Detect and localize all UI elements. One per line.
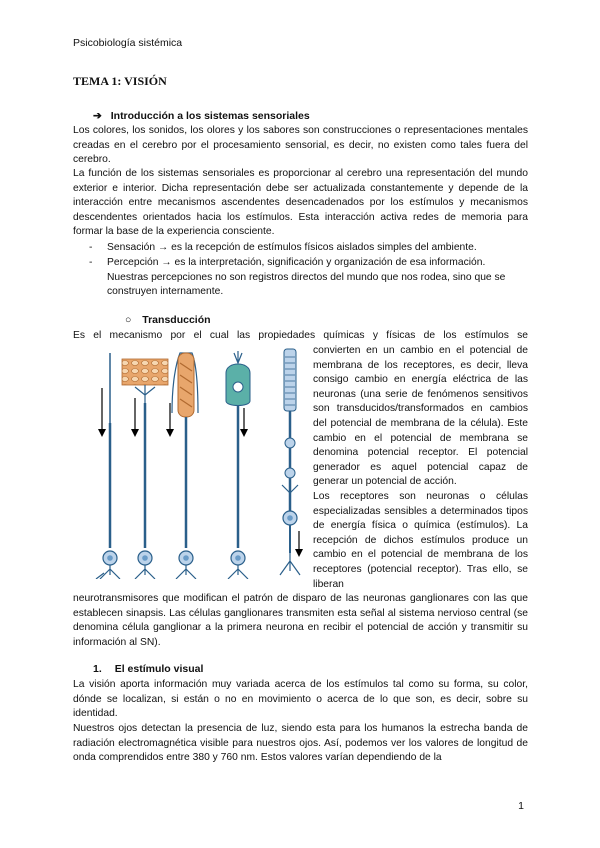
bullet-percepcion: Percepción → es la interpretación, significación y organización de esa información. Nuestras percepciones no son registros directos del mundo que nos rodea, sino que se construyen internamente. xyxy=(107,257,506,298)
section-heading-transduccion-text: Transducción xyxy=(142,314,211,326)
intro-paragraph-1: Los colores, los sonidos, los olores y los sabores son construcciones o representaciones mentales creadas en el cerebro por el procesamiento sensorial, es decir, no existen como tales fuera del cerebro. xyxy=(73,125,528,166)
running-header: Psicobiología sistémica xyxy=(73,37,183,49)
circle-bullet-icon: ○ xyxy=(125,314,132,326)
estimulo-paragraph-2: Nuestros ojos detectan la presencia de luz, siendo esta para los humanos la estrecha banda de radiación electromagnética visible para nuestros ojos. Así, podemos ver los valores de longitud de onda comprendidos entre 380 y 760 nm. Estos valores varían dependiendo de la xyxy=(73,723,528,764)
section-heading-intro xyxy=(93,110,310,122)
transduccion-intro: Es el mecanismo por el cual las propiedades químicas y físicas de los estímulos se xyxy=(73,330,528,341)
section-heading-estimulo-visual xyxy=(93,663,203,675)
estimulo-paragraph-1: La visión aporta información muy variada acerca de los estímulos tal como su forma, su color, dónde se localizan, si están o no en movimiento o acerca de lo que son, es decir, sobre su identidad. xyxy=(73,679,528,720)
page-number: 1 xyxy=(518,800,524,812)
receptor-column-4 xyxy=(226,351,250,579)
document-title: TEMA 1: VISIÓN xyxy=(73,74,167,88)
transduccion-right-paragraph-2: Los receptores son neuronas o células especializadas sensibles a determinados tipos de energía física o química (estímulos). La recepción de dichos estímulos produce un cambio en el potencial de membrana de los receptores (potencial receptor). Tras ello, se liberan xyxy=(313,491,528,590)
receptor-column-2 xyxy=(122,359,168,579)
section-number: 1. xyxy=(93,663,102,675)
section-heading-transduccion xyxy=(125,314,211,326)
intro-paragraph-2: La función de los sistemas sensoriales es proporcionar al cerebro una representación del mundo exterior e interior. Dicha representación debe ser actualizada constantemente y depende de la interacción entre mecanismos ascendentes desencadenados por los estímulos y mecanismos descendentes orientados hacia los estímulos. Esta interacción activa redes de memoria para formar la base de la experiencia consciente. xyxy=(73,168,528,238)
bullet-dash: - xyxy=(89,257,93,268)
section-heading-estimulo-visual-text: El estímulo visual xyxy=(114,663,204,675)
receptor-column-1 xyxy=(96,353,120,579)
receptor-column-3 xyxy=(166,353,198,579)
bullet-dash: - xyxy=(89,242,93,253)
sensory-receptor-neurons-illustration xyxy=(80,343,310,579)
bullet-sensacion: Sensación → es la recepción de estímulos físicos aislados simples del ambiente. xyxy=(107,242,477,253)
transduccion-right-paragraph-1: convierten en un cambio en el potencial de membrana de los receptores, es decir, lleva consigo cambio en energía eléctrica de las neuronas (una serie de fenómenos sensitivos son transducidos/transformados en cambios del potencial de membrana de la célula). Este cambio en el potencial de membrana se denomina potencial receptor. El potencial generador es aquel potencial capaz de generar un potencial de acción. xyxy=(313,345,528,488)
transduccion-continuation: neurotransmisores que modifican el patrón de disparo de las neuronas ganglionares con las que establecen sinapsis. Las células ganglionares transmiten esta señal al sistema nervioso central (se denomina célula ganglionar a la primera neurona en recibir el potencial de acción y transmitir su información al SN). xyxy=(73,593,528,648)
receptor-column-5 xyxy=(280,349,303,575)
section-heading-intro-text: Introducción a los sistemas sensoriales xyxy=(110,110,310,122)
arrow-bullet-icon: ➔ xyxy=(93,110,102,122)
